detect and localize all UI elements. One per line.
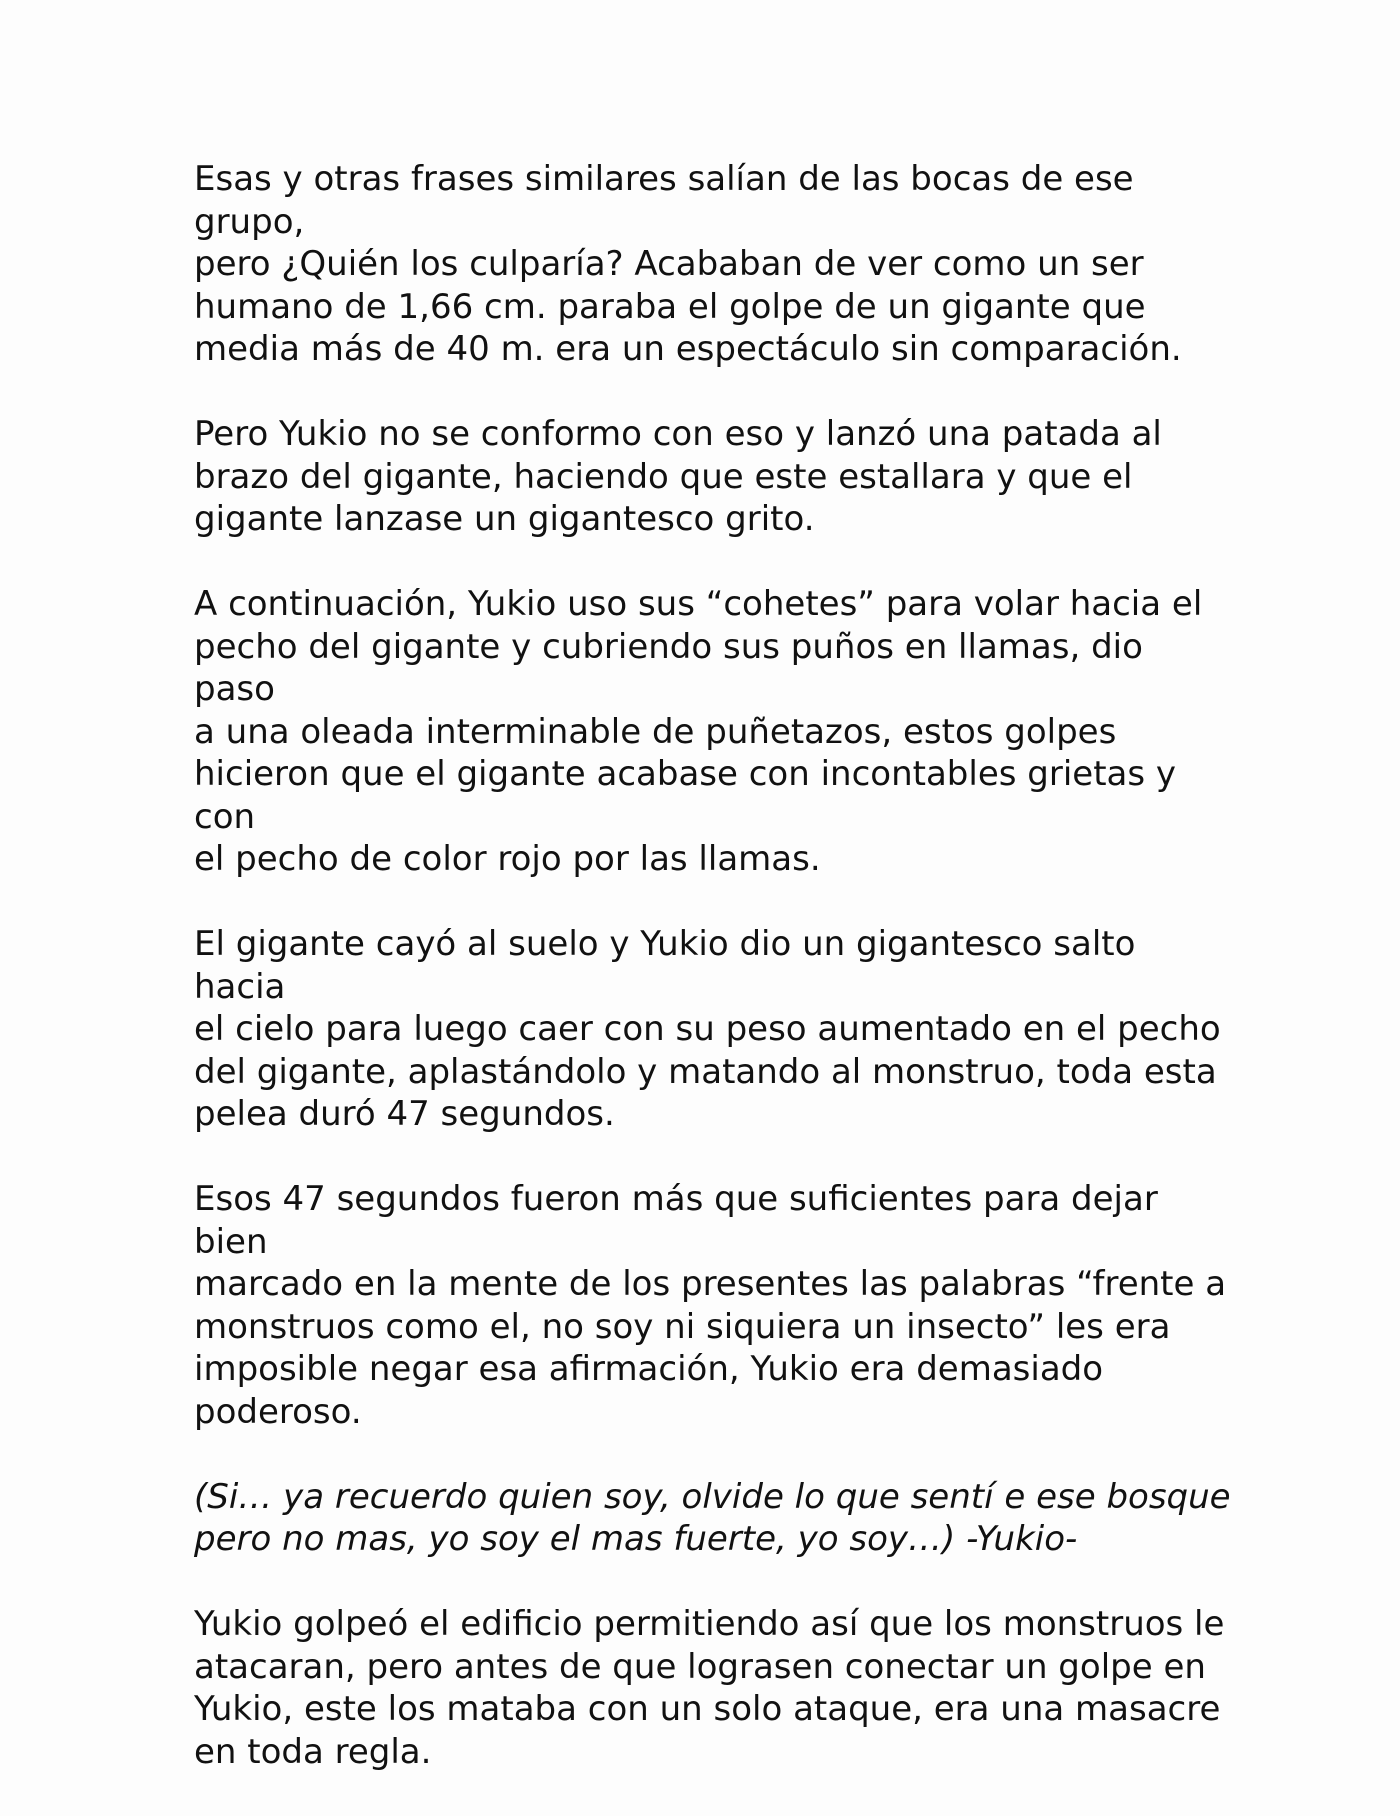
paragraph-4: El gigante cayó al suelo y Yukio dio un gigantesco salto hacia el cielo para luego caer con su peso aumentado en el pecho del gigante, aplastándolo y matando al monstruo, toda esta pelea duró 47 segundos. [194, 924, 1221, 1134]
document-body [194, 158, 1234, 1816]
paragraph-2: Pero Yukio no se conformo con eso y lanzó una patada al brazo del gigante, haciendo que este estallara y que el gigante lanzase un gigantesco grito. [194, 414, 1162, 539]
paragraph-6-thought: (Si… ya recuerdo quien soy, olvide lo que sentí e ese bosque pero no mas, yo soy el mas fuerte, yo soy…) -Yukio- [194, 1476, 1231, 1559]
paragraph-3: A continuación, Yukio uso sus “cohetes” para volar hacia el pecho del gigante y cubriendo sus puños en llamas, dio paso a una oleada interminable de puñetazos, estos golpes hicieron que el gigante acabase con incontables grietas y con el pecho de color rojo por las llamas. [194, 584, 1203, 879]
paragraph-1: Esas y otras frases similares salían de las bocas de ese grupo, pero ¿Quién los culparía? Acababan de ver como un ser humano de 1,66 cm. paraba el golpe de un gigante que media más de 40 m. era un espectáculo sin comparación. [194, 159, 1182, 369]
paragraph-5: Esos 47 segundos fueron más que suficientes para dejar bien marcado en la mente de los presentes las palabras “frente a monstruos como el, no soy ni siquiera un insecto” les era imposible negar esa afirmación, Yukio era demasiado poderoso. [194, 1179, 1227, 1432]
paragraph-7: Yukio golpeó el edificio permitiendo así que los monstruos le atacaran, pero antes de que lograsen conectar un golpe en Yukio, este los mataba con un solo ataque, era una masacre en toda regla. [194, 1604, 1225, 1772]
